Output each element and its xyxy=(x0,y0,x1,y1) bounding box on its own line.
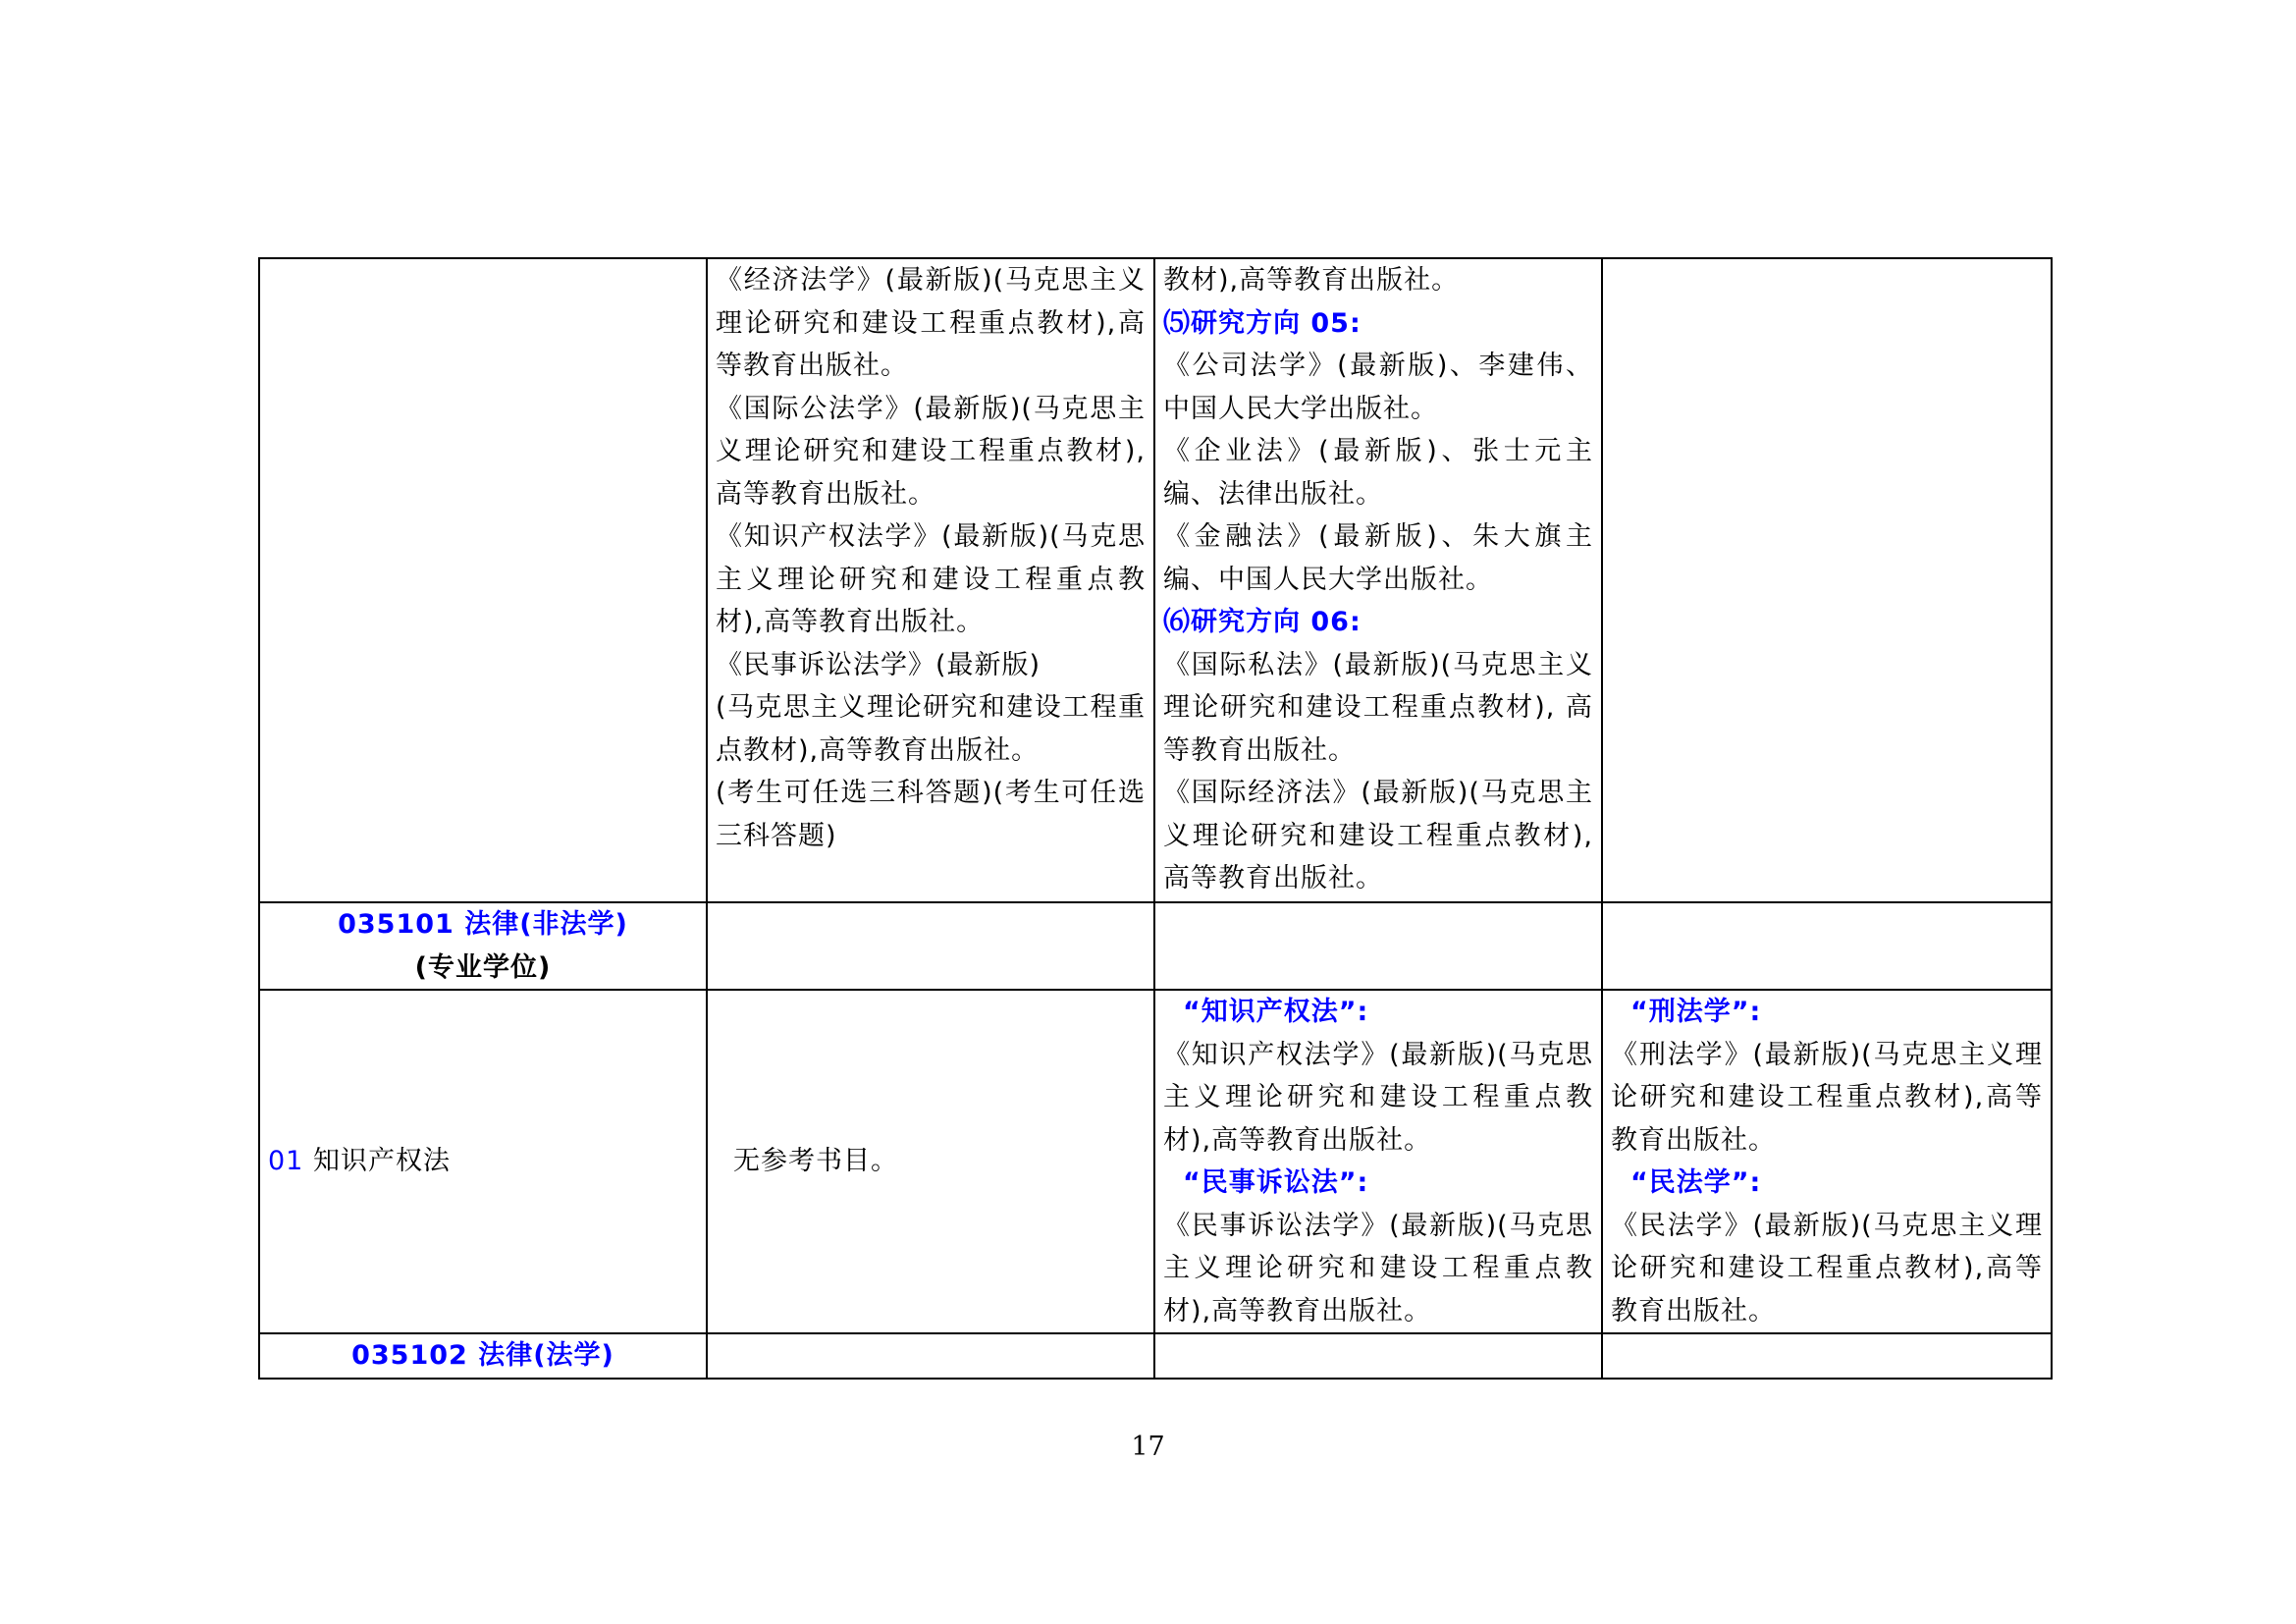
reference-item: 《企业法》(最新版)、张士元主编、法律出版社。 xyxy=(1163,436,1593,510)
table-row xyxy=(259,258,2052,902)
cell-retest-references xyxy=(1154,258,1602,902)
cell-empty xyxy=(1154,1333,1602,1379)
cell-retest-references xyxy=(1154,990,1602,1333)
no-reference-note: 无参考书目。 xyxy=(733,1146,898,1177)
cell-direction-empty xyxy=(259,258,707,902)
reference-item: 《知识产权法学》(最新版)(马克思主义理论研究和建设工程重点教材),高等教育出版社。 xyxy=(716,521,1146,637)
program-code-035102: 035102 法律(法学) xyxy=(351,1340,614,1371)
cell-empty xyxy=(1602,1333,2052,1379)
cell-equivalent-references xyxy=(1602,990,2052,1333)
subject-heading-ip-law: “知识产权法”: xyxy=(1183,997,1369,1027)
subject-heading-civil-law: “民法学”: xyxy=(1630,1167,1762,1198)
section-heading-06: ⑹研究方向 06: xyxy=(1163,607,1362,637)
page-number: 17 xyxy=(1131,1432,1165,1462)
cell-exam-references xyxy=(707,990,1154,1333)
reference-item: 《民事诉讼法学》(最新版) xyxy=(716,649,1041,680)
cell-program-heading xyxy=(259,1333,707,1379)
program-degree-type: (专业学位) xyxy=(414,951,552,983)
cell-exam-references xyxy=(707,258,1154,902)
cell-equivalent-empty xyxy=(1602,258,2052,902)
reference-item: 《经济法学》(最新版)(马克思主义理论研究和建设工程重点教材),高等教育出版社。 xyxy=(716,265,1146,381)
direction-name: 知识产权法 xyxy=(312,1146,451,1177)
subject-heading-criminal-law: “刑法学”: xyxy=(1630,997,1762,1027)
cell-empty xyxy=(1154,902,1602,990)
reference-item: 《国际经济法》(最新版)(马克思主义理论研究和建设工程重点教材),高等教育出版社。 xyxy=(1163,778,1593,893)
cell-empty xyxy=(707,1333,1154,1379)
reference-item: 《民法学》(最新版)(马克思主义理论研究和建设工程重点教材),高等教育出版社。 xyxy=(1611,1210,2043,1326)
cell-empty xyxy=(707,902,1154,990)
subject-heading-civil-procedure: “民事诉讼法”: xyxy=(1183,1167,1369,1198)
reference-item: 《国际私法》(最新版)(马克思主义理论研究和建设工程重点教材), 高等教育出版社。 xyxy=(1163,649,1593,766)
reference-continuation: 教材),高等教育出版社。 xyxy=(1163,265,1460,296)
reference-item: 《刑法学》(最新版)(马克思主义理论研究和建设工程重点教材),高等教育出版社。 xyxy=(1611,1039,2043,1156)
cell-empty xyxy=(1602,902,2052,990)
reference-item: 《知识产权法学》(最新版)(马克思主义理论研究和建设工程重点教材),高等教育出版社。 xyxy=(1163,1039,1593,1156)
catalog-table xyxy=(258,257,2053,1380)
reference-item: 《民事诉讼法学》(最新版)(马克思主义理论研究和建设工程重点教材),高等教育出版社。 xyxy=(1163,1210,1593,1326)
exam-note: (考生可任选三科答题)(考生可任选三科答题) xyxy=(716,778,1146,851)
reference-item: 《金融法》(最新版)、朱大旗主编、中国人民大学出版社。 xyxy=(1163,521,1593,595)
reference-item: 《公司法学》(最新版)、李建伟、中国人民大学出版社。 xyxy=(1163,351,1593,424)
reference-item: 《国际公法学》(最新版)(马克思主义理论研究和建设工程重点教材),高等教育出版社。 xyxy=(716,393,1146,510)
table-row xyxy=(259,1333,2052,1379)
reference-item: (马克思主义理论研究和建设工程重点教材),高等教育出版社。 xyxy=(716,692,1146,766)
direction-number: 01 xyxy=(268,1146,304,1177)
table-row xyxy=(259,990,2052,1333)
section-heading-05: ⑸研究方向 05: xyxy=(1163,307,1362,339)
cell-direction xyxy=(259,990,707,1333)
program-code-035101: 035101 法律(非法学) xyxy=(338,909,628,940)
table-row xyxy=(259,902,2052,990)
cell-program-heading xyxy=(259,902,707,990)
